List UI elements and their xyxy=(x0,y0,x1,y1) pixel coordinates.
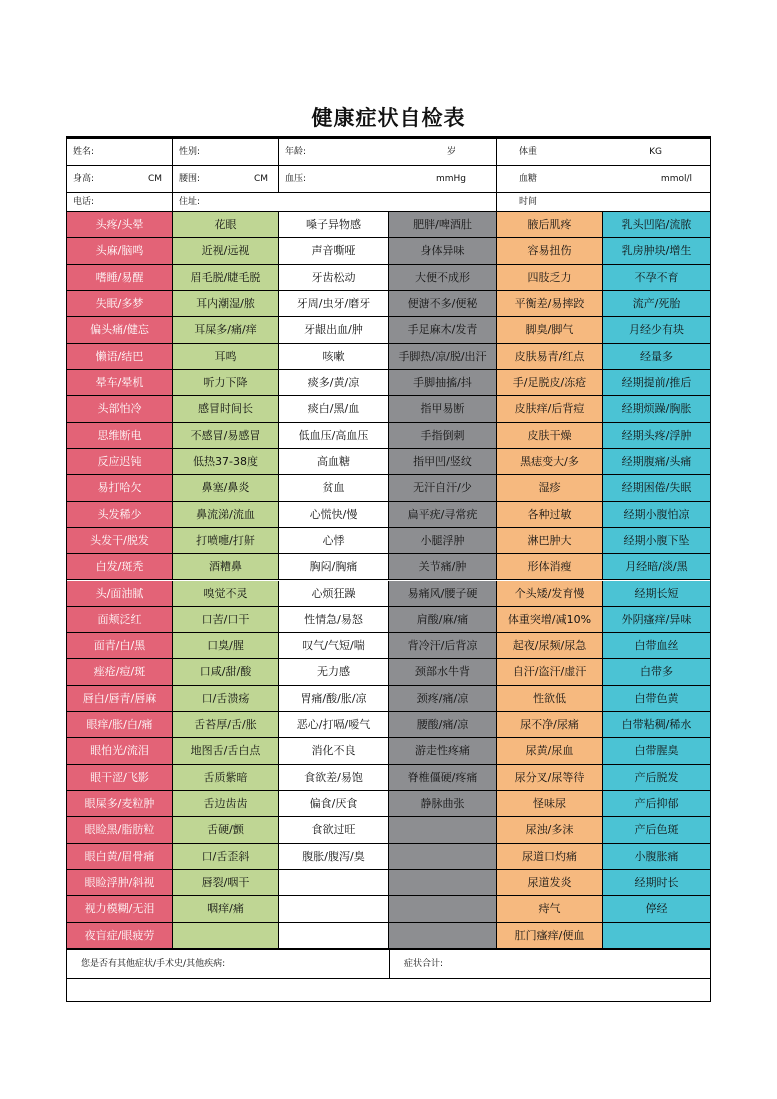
symptom-cell[interactable]: 酒糟鼻 xyxy=(173,554,279,580)
symptom-cell[interactable]: 咽痒/痛 xyxy=(173,896,279,922)
symptom-cell[interactable]: 口/舌歪斜 xyxy=(173,844,279,870)
symptom-cell[interactable]: 皮肤痒/后背痘 xyxy=(497,396,603,422)
age-field[interactable]: 年龄: 岁 xyxy=(279,139,497,165)
symptom-total-field[interactable]: 症状合计: xyxy=(404,959,444,969)
symptom-cell[interactable]: 眼白黄/眉骨痛 xyxy=(67,844,173,870)
symptom-cell[interactable]: 心悸 xyxy=(279,528,389,554)
symptom-cell[interactable] xyxy=(603,923,710,949)
symptom-cell[interactable]: 尿道口灼痛 xyxy=(497,844,603,870)
symptom-cell[interactable]: 指甲易断 xyxy=(389,396,497,422)
symptom-cell[interactable]: 乳房肿块/增生 xyxy=(603,238,710,264)
symptom-cell[interactable]: 尿浊/多沫 xyxy=(497,817,603,843)
symptom-cell[interactable]: 头/面油腻 xyxy=(67,581,173,607)
symptom-cell[interactable]: 地图舌/舌白点 xyxy=(173,738,279,764)
symptom-cell[interactable]: 各种过敏 xyxy=(497,502,603,528)
symptom-cell[interactable]: 偏头痛/健忘 xyxy=(67,317,173,343)
symptom-cell[interactable]: 眼屎多/麦粒肿 xyxy=(67,791,173,817)
symptom-cell[interactable] xyxy=(389,844,497,870)
address-field[interactable]: 住址: xyxy=(173,193,497,211)
info-row-3 xyxy=(67,193,710,212)
symptom-cell[interactable]: 面颊泛红 xyxy=(67,607,173,633)
symptom-cell[interactable]: 耳鸣 xyxy=(173,344,279,370)
symptom-cell[interactable]: 腋后肌疼 xyxy=(497,212,603,238)
symptom-cell[interactable]: 经期头疼/浮肿 xyxy=(603,423,710,449)
symptom-cell[interactable]: 恶心/打嗝/嗳气 xyxy=(279,712,389,738)
symptom-cell[interactable]: 白带多 xyxy=(603,659,710,685)
symptom-cell[interactable]: 心慌快/慢 xyxy=(279,502,389,528)
symptom-cell[interactable]: 体重突增/减10% xyxy=(497,607,603,633)
symptom-cell[interactable]: 痰多/黄/凉 xyxy=(279,370,389,396)
symptom-cell[interactable]: 舌苔厚/舌/胀 xyxy=(173,712,279,738)
symptom-cell[interactable]: 易打哈欠 xyxy=(67,475,173,501)
symptom-cell[interactable]: 产后抑郁 xyxy=(603,791,710,817)
symptom-cell[interactable]: 舌硬/颤 xyxy=(173,817,279,843)
symptom-cell[interactable]: 头发干/脱发 xyxy=(67,528,173,554)
info-row-2 xyxy=(67,166,710,193)
symptom-cell[interactable]: 叹气/气短/喘 xyxy=(279,633,389,659)
symptom-cell[interactable]: 头麻/脑鸣 xyxy=(67,238,173,264)
symptom-cell[interactable]: 经期小腹怕凉 xyxy=(603,502,710,528)
symptom-cell[interactable]: 食欲差/易饱 xyxy=(279,765,389,791)
symptom-cell[interactable]: 尿不净/尿痛 xyxy=(497,712,603,738)
info-row-1 xyxy=(67,139,710,166)
symptom-cell[interactable] xyxy=(389,896,497,922)
symptom-cell[interactable]: 眼痒/胀/白/痛 xyxy=(67,712,173,738)
phone-field[interactable]: 电话: xyxy=(67,193,173,211)
symptom-cell[interactable]: 嗜睡/易醒 xyxy=(67,265,173,291)
symptom-cell[interactable]: 经期小腹下坠 xyxy=(603,528,710,554)
symptom-cell[interactable]: 痔气 xyxy=(497,896,603,922)
symptom-cell[interactable] xyxy=(279,923,389,949)
symptom-column-head xyxy=(67,212,173,949)
symptom-cell[interactable]: 便溏不多/便秘 xyxy=(389,291,497,317)
symptom-cell[interactable]: 形体消瘦 xyxy=(497,554,603,580)
symptom-cell[interactable]: 眉毛脱/睫毛脱 xyxy=(173,265,279,291)
height-unit: CM xyxy=(147,174,162,184)
symptom-cell[interactable] xyxy=(389,870,497,896)
symptom-cell[interactable]: 低血压/高血压 xyxy=(279,423,389,449)
symptom-cell[interactable]: 腰酸/痛/凉 xyxy=(389,712,497,738)
symptom-cell[interactable]: 身体异味 xyxy=(389,238,497,264)
symptom-cell[interactable]: 胃痛/酸/胀/凉 xyxy=(279,686,389,712)
symptom-cell[interactable]: 嗓子异物感 xyxy=(279,212,389,238)
footer-line xyxy=(67,978,710,979)
blood-sugar-field[interactable]: 血糖 mmol/l xyxy=(497,166,712,192)
symptom-cell[interactable]: 皮肤易青/红点 xyxy=(497,344,603,370)
symptom-cell[interactable]: 起夜/尿频/尿急 xyxy=(497,633,603,659)
symptom-cell[interactable]: 近视/远视 xyxy=(173,238,279,264)
symptom-cell[interactable]: 经期困倦/失眠 xyxy=(603,475,710,501)
symptom-column-gynecology xyxy=(603,212,710,949)
symptom-cell[interactable]: 尿道发炎 xyxy=(497,870,603,896)
symptom-cell[interactable]: 消化不良 xyxy=(279,738,389,764)
symptom-cell[interactable]: 舌边齿齿 xyxy=(173,791,279,817)
symptom-cell[interactable]: 心烦狂躁 xyxy=(279,581,389,607)
symptom-cell[interactable]: 外阴瘙痒/异味 xyxy=(603,607,710,633)
symptom-cell[interactable]: 贫血 xyxy=(279,475,389,501)
symptom-cell[interactable]: 产后脱发 xyxy=(603,765,710,791)
symptom-cell[interactable]: 口/舌溃疡 xyxy=(173,686,279,712)
symptom-cell[interactable]: 舌质紫暗 xyxy=(173,765,279,791)
symptom-cell[interactable]: 眼睑黑/脂肪粒 xyxy=(67,817,173,843)
symptom-cell[interactable]: 不孕不育 xyxy=(603,265,710,291)
symptom-cell[interactable]: 性情急/易怒 xyxy=(279,607,389,633)
symptom-cell[interactable]: 尿黄/尿血 xyxy=(497,738,603,764)
symptom-cell[interactable]: 手/足脱皮/冻疮 xyxy=(497,370,603,396)
symptom-cell[interactable]: 手脚抽搐/抖 xyxy=(389,370,497,396)
symptom-cell[interactable]: 晕车/晕机 xyxy=(67,370,173,396)
symptom-cell[interactable]: 经期时长 xyxy=(603,870,710,896)
checklist-sheet xyxy=(66,136,711,1002)
symptom-cell[interactable]: 颈疼/痛/凉 xyxy=(389,686,497,712)
symptom-cell[interactable]: 听力下降 xyxy=(173,370,279,396)
symptom-cell[interactable]: 扁平疣/寻常疣 xyxy=(389,502,497,528)
symptom-cell[interactable]: 头疼/头晕 xyxy=(67,212,173,238)
symptom-cell[interactable]: 眼怕光/流泪 xyxy=(67,738,173,764)
symptom-cell[interactable]: 视力模糊/无泪 xyxy=(67,896,173,922)
symptom-cell[interactable]: 嗅觉不灵 xyxy=(173,581,279,607)
symptom-cell[interactable]: 性欲低 xyxy=(497,686,603,712)
symptom-cell[interactable]: 夜盲症/眼疲劳 xyxy=(67,923,173,949)
symptom-cell[interactable]: 声音嘶哑 xyxy=(279,238,389,264)
footer xyxy=(67,949,710,1002)
symptom-cell[interactable]: 经期腹痛/头痛 xyxy=(603,449,710,475)
symptom-cell[interactable]: 手脚热/凉/脱/出汗 xyxy=(389,344,497,370)
symptom-grid xyxy=(67,212,710,949)
symptom-cell[interactable]: 失眠/多梦 xyxy=(67,291,173,317)
symptom-cell[interactable]: 白带粘稠/稀水 xyxy=(603,712,710,738)
symptom-cell[interactable]: 月经少有块 xyxy=(603,317,710,343)
page-title: 健康症状自检表 xyxy=(311,106,466,130)
symptom-cell[interactable]: 白带腥臭 xyxy=(603,738,710,764)
symptom-cell[interactable]: 不感冒/易感冒 xyxy=(173,423,279,449)
symptom-cell[interactable]: 肥胖/啤酒肚 xyxy=(389,212,497,238)
symptom-cell[interactable] xyxy=(173,923,279,949)
symptom-cell[interactable]: 耳屎多/痛/痒 xyxy=(173,317,279,343)
symptom-column-internal xyxy=(279,212,389,949)
symptom-cell[interactable]: 白带色黄 xyxy=(603,686,710,712)
symptom-cell[interactable]: 平衡差/易摔跤 xyxy=(497,291,603,317)
symptom-cell[interactable]: 白带血丝 xyxy=(603,633,710,659)
symptom-cell[interactable]: 月经暗/淡/黑 xyxy=(603,554,710,580)
symptom-cell[interactable]: 低热37-38度 xyxy=(173,449,279,475)
symptom-cell[interactable]: 面青/白/黑 xyxy=(67,633,173,659)
symptom-cell[interactable]: 头部怕冷 xyxy=(67,396,173,422)
weight-unit: KG xyxy=(649,147,662,157)
age-unit: 岁 xyxy=(446,147,456,157)
symptom-cell[interactable]: 大便不成形 xyxy=(389,265,497,291)
time-field[interactable]: 时间 xyxy=(519,197,538,207)
symptom-column-skin xyxy=(497,212,603,949)
symptom-cell[interactable]: 白发/斑秃 xyxy=(67,554,173,580)
symptom-cell[interactable]: 游走性疼痛 xyxy=(389,738,497,764)
symptom-cell[interactable]: 肛门瘙痒/便血 xyxy=(497,923,603,949)
symptom-cell[interactable]: 眼干涩/飞影 xyxy=(67,765,173,791)
name-field[interactable]: 姓名: xyxy=(67,139,173,165)
symptom-cell[interactable]: 鼻流涕/流血 xyxy=(173,502,279,528)
symptom-cell[interactable]: 唇裂/咽干 xyxy=(173,870,279,896)
symptom-cell[interactable]: 耳内潮湿/脓 xyxy=(173,291,279,317)
symptom-cell[interactable] xyxy=(279,896,389,922)
symptom-cell[interactable]: 口咸/甜/酸 xyxy=(173,659,279,685)
symptom-cell[interactable]: 乳头凹陷/流脓 xyxy=(603,212,710,238)
height-field[interactable]: 身高: CM xyxy=(67,166,173,192)
symptom-cell[interactable]: 口苦/口干 xyxy=(173,607,279,633)
symptom-cell[interactable]: 咳嗽 xyxy=(279,344,389,370)
symptom-cell[interactable]: 小腿浮肿 xyxy=(389,528,497,554)
symptom-cell[interactable]: 感冒时间长 xyxy=(173,396,279,422)
blood-pressure-unit: mmHg xyxy=(435,174,466,184)
symptom-cell[interactable] xyxy=(279,870,389,896)
weight-field[interactable]: 体重 KG xyxy=(497,139,712,165)
symptom-cell[interactable]: 高血糖 xyxy=(279,449,389,475)
other-conditions-field[interactable]: 您是否有其他症状/手术史/其他疾病: xyxy=(81,959,226,969)
symptom-cell[interactable]: 经期烦躁/胸胀 xyxy=(603,396,710,422)
symptom-cell[interactable]: 指甲凹/竖纹 xyxy=(389,449,497,475)
symptom-cell[interactable]: 易痛风/腰子硬 xyxy=(389,581,497,607)
symptom-cell[interactable]: 容易扭伤 xyxy=(497,238,603,264)
symptom-cell[interactable]: 牙龈出血/肿 xyxy=(279,317,389,343)
symptom-cell[interactable]: 思维断电 xyxy=(67,423,173,449)
symptom-cell[interactable]: 湿疹 xyxy=(497,475,603,501)
symptom-cell[interactable]: 打喷嚏/打鼾 xyxy=(173,528,279,554)
symptom-column-facial xyxy=(173,212,279,949)
waist-field[interactable]: 腰围: CM xyxy=(173,166,279,192)
symptom-cell[interactable]: 自汗/盗汗/虚汗 xyxy=(497,659,603,685)
symptom-cell[interactable]: 痤疮/痘/斑 xyxy=(67,659,173,685)
symptom-cell[interactable]: 流产/死胎 xyxy=(603,291,710,317)
symptom-cell[interactable]: 腹胀/腹泻/臭 xyxy=(279,844,389,870)
symptom-cell[interactable]: 小腹胀痛 xyxy=(603,844,710,870)
symptom-cell[interactable]: 经量多 xyxy=(603,344,710,370)
symptom-cell[interactable]: 颈部水牛背 xyxy=(389,659,497,685)
symptom-cell[interactable]: 牙周/虫牙/磨牙 xyxy=(279,291,389,317)
symptom-cell[interactable]: 懒语/结巴 xyxy=(67,344,173,370)
symptom-cell[interactable]: 皮肤干燥 xyxy=(497,423,603,449)
symptom-cell[interactable]: 怪味尿 xyxy=(497,791,603,817)
symptom-cell[interactable]: 关节痛/肿 xyxy=(389,554,497,580)
waist-unit: CM xyxy=(253,174,268,184)
symptom-cell[interactable]: 四肢乏力 xyxy=(497,265,603,291)
symptom-cell[interactable]: 反应迟钝 xyxy=(67,449,173,475)
symptom-cell[interactable]: 经期提前/推后 xyxy=(603,370,710,396)
symptom-column-limbs xyxy=(389,212,497,949)
symptom-cell[interactable] xyxy=(389,817,497,843)
symptom-cell[interactable]: 鼻塞/鼻炎 xyxy=(173,475,279,501)
symptom-cell[interactable]: 经期长短 xyxy=(603,581,710,607)
symptom-cell[interactable]: 产后色斑 xyxy=(603,817,710,843)
symptom-cell[interactable]: 无力感 xyxy=(279,659,389,685)
symptom-cell[interactable]: 眼睑浮肿/斜视 xyxy=(67,870,173,896)
symptom-cell[interactable]: 尿分叉/尿等待 xyxy=(497,765,603,791)
symptom-cell[interactable]: 脊椎僵硬/疼痛 xyxy=(389,765,497,791)
symptom-cell[interactable]: 手指倒刺 xyxy=(389,423,497,449)
gender-field[interactable]: 性别: xyxy=(173,139,279,165)
symptom-cell[interactable]: 花眼 xyxy=(173,212,279,238)
symptom-cell[interactable]: 淋巴肿大 xyxy=(497,528,603,554)
symptom-cell[interactable]: 唇白/唇青/唇麻 xyxy=(67,686,173,712)
symptom-cell[interactable]: 肩酸/麻/痛 xyxy=(389,607,497,633)
symptom-cell[interactable]: 胸闷/胸痛 xyxy=(279,554,389,580)
symptom-cell[interactable]: 停经 xyxy=(603,896,710,922)
blood-sugar-unit: mmol/l xyxy=(660,174,692,184)
symptom-cell[interactable]: 黑痣变大/多 xyxy=(497,449,603,475)
symptom-cell[interactable]: 口臭/腥 xyxy=(173,633,279,659)
symptom-cell[interactable]: 静脉曲张 xyxy=(389,791,497,817)
symptom-cell[interactable]: 手足麻木/发青 xyxy=(389,317,497,343)
symptom-cell[interactable]: 无汗自汗/少 xyxy=(389,475,497,501)
symptom-cell[interactable]: 头发稀少 xyxy=(67,502,173,528)
symptom-cell[interactable]: 牙齿松动 xyxy=(279,265,389,291)
symptom-cell[interactable] xyxy=(389,923,497,949)
blood-pressure-field[interactable]: 血压: mmHg xyxy=(279,166,497,192)
symptom-cell[interactable]: 痰白/黑/血 xyxy=(279,396,389,422)
symptom-cell[interactable]: 食欲过旺 xyxy=(279,817,389,843)
symptom-cell[interactable]: 背冷汗/后背凉 xyxy=(389,633,497,659)
symptom-cell[interactable]: 脚臭/脚气 xyxy=(497,317,603,343)
symptom-cell[interactable]: 偏食/厌食 xyxy=(279,791,389,817)
symptom-cell[interactable]: 个头矮/发育慢 xyxy=(497,581,603,607)
